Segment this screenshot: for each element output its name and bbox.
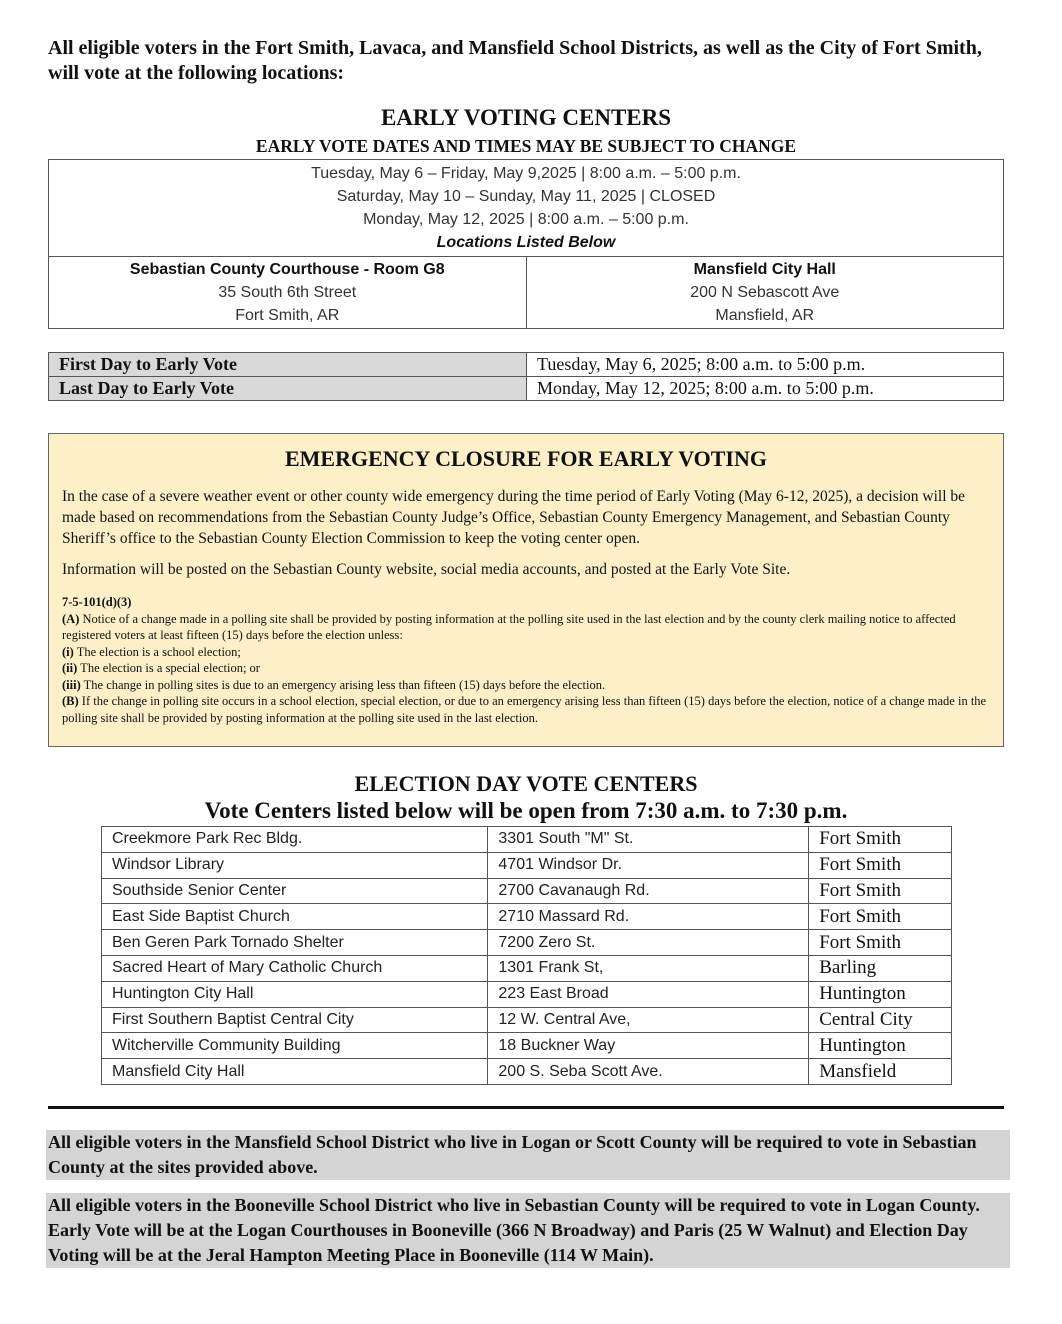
location-cell <box>49 257 527 329</box>
vote-center-city: Huntington <box>809 1033 952 1059</box>
last-day-label: Last Day to Early Vote <box>49 377 527 401</box>
vote-center-city: Mansfield <box>809 1059 952 1085</box>
early-voting-subtitle: EARLY VOTE DATES AND TIMES MAY BE SUBJECT TO CHANGE <box>255 136 797 156</box>
vote-center-address: 200 S. Seba Scott Ave. <box>488 1059 809 1085</box>
vote-center-city: Fort Smith <box>809 930 952 956</box>
vote-center-address: 1301 Frank St, <box>488 955 809 981</box>
date-line: Saturday, May 10 – Sunday, May 11, 2025 | CLOSED <box>336 188 716 205</box>
table-row <box>102 981 952 1007</box>
table-row <box>102 930 952 956</box>
vote-center-city: Fort Smith <box>809 827 952 853</box>
table-row <box>102 852 952 878</box>
first-day-value: Tuesday, May 6, 2025; 8:00 a.m. to 5:00 p.m. <box>527 353 1004 377</box>
vote-center-name: Ben Geren Park Tornado Shelter <box>102 930 488 956</box>
vote-center-city: Central City <box>809 1007 952 1033</box>
table-row <box>102 1059 952 1085</box>
vote-center-name: Windsor Library <box>102 852 488 878</box>
early-voting-title: EARLY VOTING CENTERS <box>380 105 672 130</box>
vote-center-city: Huntington <box>809 981 952 1007</box>
vote-center-name: Witcherville Community Building <box>102 1033 488 1059</box>
location-street: 200 N Sebascott Ave <box>690 284 840 301</box>
law-clause: (B) If the change in polling site occurs in a school election, special election, or due to an emergency arising less than fifteen (15) days before the election, notice of a change made in the polling site shall be provided by posting information at the polling site used in the last election. <box>62 694 987 725</box>
vote-center-city: Fort Smith <box>809 878 952 904</box>
vote-center-address: 4701 Windsor Dr. <box>488 852 809 878</box>
intro-text: All eligible voters in the Fort Smith, Lavaca, and Mansfield School Districts, as well as the City of Fort Smith, will vote at the following locations: <box>48 37 982 84</box>
table-row <box>102 955 952 981</box>
election-day-subtitle: Vote Centers listed below will be open from 7:30 a.m. to 7:30 p.m. <box>204 798 848 823</box>
vote-center-name: Sacred Heart of Mary Catholic Church <box>102 955 488 981</box>
table-row <box>102 904 952 930</box>
vote-center-address: 18 Buckner Way <box>488 1033 809 1059</box>
vote-center-name: Southside Senior Center <box>102 878 488 904</box>
vote-center-city: Barling <box>809 955 952 981</box>
emergency-closure-box <box>48 433 1004 747</box>
emergency-title: EMERGENCY CLOSURE FOR EARLY VOTING <box>284 446 767 471</box>
table-row <box>102 1007 952 1033</box>
law-clause: (A) Notice of a change made in a polling site shall be provided by posting information at the polling site used in the last election and by the county clerk mailing notice to affected registered voters at least fifteen (15) days before the election unless: <box>62 611 956 642</box>
vote-center-name: First Southern Baptist Central City <box>102 1007 488 1033</box>
vote-center-address: 2710 Massard Rd. <box>488 904 809 930</box>
vote-center-city: Fort Smith <box>809 904 952 930</box>
location-city: Mansfield, AR <box>715 307 815 324</box>
first-day-label: First Day to Early Vote <box>49 353 527 377</box>
mansfield-note: All eligible voters in the Mansfield School District who live in Logan or Scott County will be required to vote in Sebastian County at the sites provided above. <box>46 1130 1010 1180</box>
vote-center-address: 2700 Cavanaugh Rd. <box>488 878 809 904</box>
law-clause: (iii) The change in polling sites is due to an emergency arising less than fifteen (15) days before the election. <box>62 677 606 692</box>
location-city: Fort Smith, AR <box>235 307 340 324</box>
date-line: Monday, May 12, 2025 | 8:00 a.m. – 5:00 p.m. <box>363 211 689 228</box>
locations-note: Locations Listed Below <box>436 234 616 251</box>
last-day-value: Monday, May 12, 2025; 8:00 a.m. to 5:00 p.m. <box>527 377 1004 401</box>
location-name: Mansfield City Hall <box>693 261 836 278</box>
early-voting-table <box>48 159 1004 329</box>
table-row <box>102 1033 952 1059</box>
vote-center-name: Mansfield City Hall <box>102 1059 488 1085</box>
law-clause: (i) The election is a school election; <box>62 644 241 659</box>
location-street: 35 South 6th Street <box>218 284 357 301</box>
law-clause: (ii) The election is a special election; or <box>62 661 260 675</box>
booneville-note: All eligible voters in the Booneville School District who live in Sebastian County will be required to vote in Logan County. Early Vote will be at the Logan Courthouses in Booneville (366 N Broadway) and Paris (25 W Walnut) and Election Day Voting will be at the Jeral Hampton Meeting Place in Booneville (114 W Main). <box>46 1193 1010 1268</box>
vote-center-name: East Side Baptist Church <box>102 904 488 930</box>
vote-center-address: 7200 Zero St. <box>488 930 809 956</box>
vote-center-city: Fort Smith <box>809 852 952 878</box>
location-cell <box>526 257 1004 329</box>
emergency-paragraph: In the case of a severe weather event or other county wide emergency during the time period of Early Voting (May 6-12, 2025), a decision will be made based on recommendations from the Sebastian County Judge’s Office, Sebastian County Emergency Management, and Sebastian County Sheriff’s office to the Sebastian County Election Commission to keep the voting center open. <box>62 488 966 547</box>
law-code: 7-5-101(d)(3) <box>62 595 132 609</box>
location-name: Sebastian County Courthouse - Room G8 <box>129 261 445 278</box>
table-row <box>102 878 952 904</box>
vote-center-address: 3301 South "M" St. <box>488 827 809 853</box>
table-row <box>102 827 952 853</box>
early-vote-days-table <box>48 352 1004 401</box>
vote-center-name: Creekmore Park Rec Bldg. <box>102 827 488 853</box>
vote-center-address: 223 East Broad <box>488 981 809 1007</box>
vote-center-name: Huntington City Hall <box>102 981 488 1007</box>
divider <box>48 1106 1004 1109</box>
date-line: Tuesday, May 6 – Friday, May 9,2025 | 8:00 a.m. – 5:00 p.m. <box>311 165 741 182</box>
vote-center-address: 12 W. Central Ave, <box>488 1007 809 1033</box>
emergency-paragraph: Information will be posted on the Sebastian County website, social media accounts, and posted at the Early Vote Site. <box>62 561 791 578</box>
election-day-table <box>101 826 952 1085</box>
election-day-title: ELECTION DAY VOTE CENTERS <box>354 771 698 796</box>
